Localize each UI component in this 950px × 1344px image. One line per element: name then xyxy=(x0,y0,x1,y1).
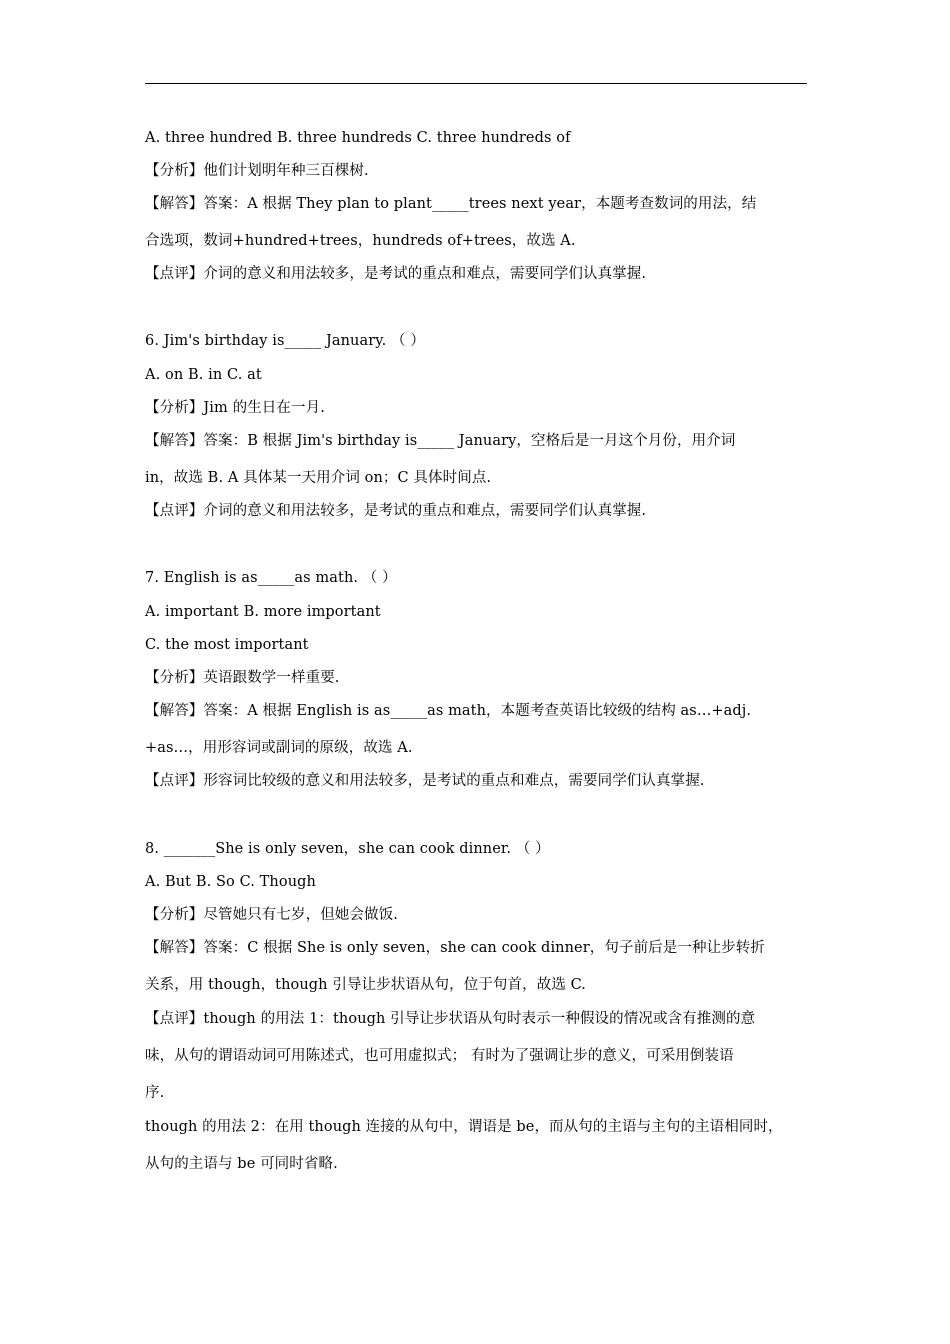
q8-comment-line3: 序. xyxy=(145,1085,165,1101)
q6-question: 6. Jim's birthday is_____ January. （ ） xyxy=(145,333,425,349)
q6-options: A. on B. in C. at xyxy=(145,367,262,383)
q8-options: A. But B. So C. Though xyxy=(145,874,316,890)
q6-comment: 【点评】介词的意义和用法较多，是考试的重点和难点，需要同学们认真掌握. xyxy=(145,503,647,519)
q8-comment-line2: 味，从句的谓语动词可用陈述式，也可用虚拟式； 有时为了强调让步的意义，可采用倒装语 xyxy=(145,1048,734,1064)
q5-analysis: 【分析】他们计划明年种三百棵树. xyxy=(145,163,369,179)
q5-comment: 【点评】介词的意义和用法较多，是考试的重点和难点，需要同学们认真掌握. xyxy=(145,266,647,282)
q8-answer-line2: 关系，用 though，though 引导让步状语从句，位于句首，故选 C. xyxy=(145,977,587,993)
q6-analysis: 【分析】Jim 的生日在一月. xyxy=(145,400,325,416)
q8-note-line1: though 的用法 2：在用 though 连接的从句中，谓语是 be，而从句的主语与主句的主语相同时， xyxy=(145,1119,783,1135)
q5-answer-line2: 合选项，数词+hundred+trees，hundreds of+trees，故选 A. xyxy=(145,233,576,249)
q8-analysis: 【分析】尽管她只有七岁，但她会做饭. xyxy=(145,907,398,923)
q7-answer-line1: 【解答】答案：A 根据 English is as_____as math，本题考查英语比较级的结构 as…+adj. xyxy=(145,703,752,719)
q7-options-line2: C. the most important xyxy=(145,637,309,653)
q8-question: 8. _______She is only seven，she can cook dinner. （ ） xyxy=(145,841,550,857)
q5-answer-line1: 【解答】答案：A 根据 They plan to plant_____trees next year，本题考查数词的用法，结 xyxy=(145,196,757,212)
q8-comment-line1: 【点评】though 的用法 1：though 引导让步状语从句时表示一种假设的情况或含有推测的意 xyxy=(145,1011,756,1027)
q8-answer-line1: 【解答】答案：C 根据 She is only seven，she can cook dinner，句子前后是一种让步转折 xyxy=(145,940,765,956)
q7-question: 7. English is as_____as math. （ ） xyxy=(145,570,397,586)
q6-answer-line1: 【解答】答案：B 根据 Jim's birthday is_____ January，空格后是一月这个月份，用介词 xyxy=(145,433,736,449)
q6-answer-line2: in，故选 B. A 具体某一天用介词 on；C 具体时间点. xyxy=(145,470,492,486)
header-rule xyxy=(145,83,807,84)
q7-options-line1: A. important B. more important xyxy=(145,604,381,620)
q8-note-line2: 从句的主语与 be 可同时省略. xyxy=(145,1156,338,1172)
q7-answer-line2: +as…，用形容词或副词的原级，故选 A. xyxy=(145,740,413,756)
q7-analysis: 【分析】英语跟数学一样重要. xyxy=(145,670,340,686)
q7-comment: 【点评】形容词比较级的意义和用法较多，是考试的重点和难点，需要同学们认真掌握. xyxy=(145,773,705,789)
q5-options: A. three hundred B. three hundreds C. three hundreds of xyxy=(145,130,571,146)
